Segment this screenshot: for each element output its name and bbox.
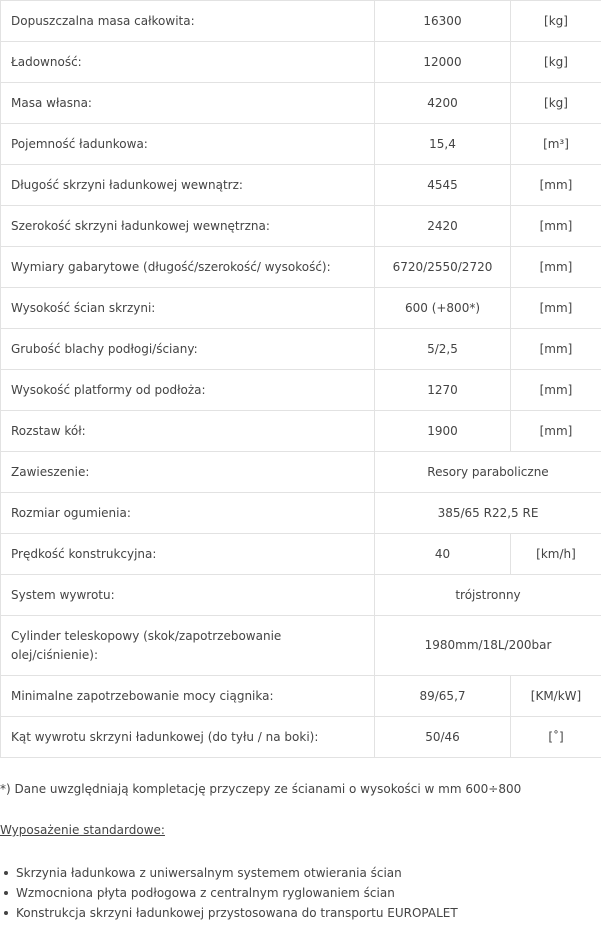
spec-value: 6720/2550/2720	[375, 247, 511, 288]
table-row	[1, 83, 601, 124]
spec-value: Resory paraboliczne	[375, 452, 601, 493]
spec-label: Kąt wywrotu skrzyni ładunkowej (do tyłu / na boki):	[1, 717, 375, 758]
spec-value: 89/65,7	[375, 676, 511, 717]
spec-unit: [kg]	[511, 42, 601, 83]
table-row	[1, 206, 601, 247]
spec-label: Minimalne zapotrzebowanie mocy ciągnika:	[1, 676, 375, 717]
table-row	[1, 42, 601, 83]
spec-unit: [kg]	[511, 83, 601, 124]
spec-unit: [˚]	[511, 717, 601, 758]
spec-label: System wywrotu:	[1, 575, 375, 616]
table-row	[1, 1, 601, 42]
spec-value: 2420	[375, 206, 511, 247]
spec-value: 15,4	[375, 124, 511, 165]
spec-unit: [KM/kW]	[511, 676, 601, 717]
spec-value: 600 (+800*)	[375, 288, 511, 329]
spec-unit: [mm]	[511, 329, 601, 370]
table-row	[1, 493, 601, 534]
spec-value: 1900	[375, 411, 511, 452]
footnote: *) Dane uwzględniają kompletację przyczepy ze ścianami o wysokości w mm 600÷800	[0, 782, 522, 796]
table-row	[1, 247, 601, 288]
spec-label: Zawieszenie:	[1, 452, 375, 493]
spec-unit: [km/h]	[511, 534, 601, 575]
table-row	[1, 288, 601, 329]
table-row	[1, 329, 601, 370]
spec-value: 16300	[375, 1, 511, 42]
spec-label: Wymiary gabarytowe (długość/szerokość/ wysokość):	[1, 247, 375, 288]
spec-value: 50/46	[375, 717, 511, 758]
spec-value: trójstronny	[375, 575, 601, 616]
standard-equipment-list	[0, 863, 601, 923]
spec-label: Wysokość ścian skrzyni:	[1, 288, 375, 329]
standard-equipment-heading: Wyposażenie standardowe:	[0, 823, 165, 837]
spec-label: Wysokość platformy od podłoża:	[1, 370, 375, 411]
spec-unit: [mm]	[511, 288, 601, 329]
spec-unit: [mm]	[511, 411, 601, 452]
spec-unit: [mm]	[511, 206, 601, 247]
spec-unit: [m³]	[511, 124, 601, 165]
spec-value: 5/2,5	[375, 329, 511, 370]
spec-label: Grubość blachy podłogi/ściany:	[1, 329, 375, 370]
table-row	[1, 717, 601, 758]
table-row	[1, 616, 601, 676]
spec-label: Szerokość skrzyni ładunkowej wewnętrzna:	[1, 206, 375, 247]
spec-unit: [mm]	[511, 370, 601, 411]
table-row	[1, 411, 601, 452]
spec-value: 1980mm/18L/200bar	[375, 616, 601, 676]
spec-label: Cylinder teleskopowy (skok/zapotrzebowanie olej/ciśnienie):	[1, 616, 375, 676]
spec-label: Prędkość konstrukcyjna:	[1, 534, 375, 575]
list-item: Konstrukcja skrzyni ładunkowej przystosowana do transportu EUROPALET	[16, 903, 601, 923]
table-row	[1, 575, 601, 616]
spec-unit: [mm]	[511, 165, 601, 206]
table-row	[1, 124, 601, 165]
spec-value: 385/65 R22,5 RE	[375, 493, 601, 534]
spec-label: Pojemność ładunkowa:	[1, 124, 375, 165]
spec-label: Długość skrzyni ładunkowej wewnątrz:	[1, 165, 375, 206]
spec-label: Rozmiar ogumienia:	[1, 493, 375, 534]
list-item: Skrzynia ładunkowa z uniwersalnym systemem otwierania ścian	[16, 863, 601, 883]
spec-label: Rozstaw kół:	[1, 411, 375, 452]
spec-value: 1270	[375, 370, 511, 411]
spec-label: Masa własna:	[1, 83, 375, 124]
table-row	[1, 165, 601, 206]
table-row	[1, 676, 601, 717]
table-row	[1, 370, 601, 411]
spec-unit: [kg]	[511, 1, 601, 42]
spec-unit: [mm]	[511, 247, 601, 288]
spec-value: 4545	[375, 165, 511, 206]
list-item: Wzmocniona płyta podłogowa z centralnym ryglowaniem ścian	[16, 883, 601, 903]
spec-label: Ładowność:	[1, 42, 375, 83]
table-row	[1, 452, 601, 493]
spec-value: 4200	[375, 83, 511, 124]
spec-value: 40	[375, 534, 511, 575]
spec-value: 12000	[375, 42, 511, 83]
spec-label: Dopuszczalna masa całkowita:	[1, 1, 375, 42]
table-row	[1, 534, 601, 575]
